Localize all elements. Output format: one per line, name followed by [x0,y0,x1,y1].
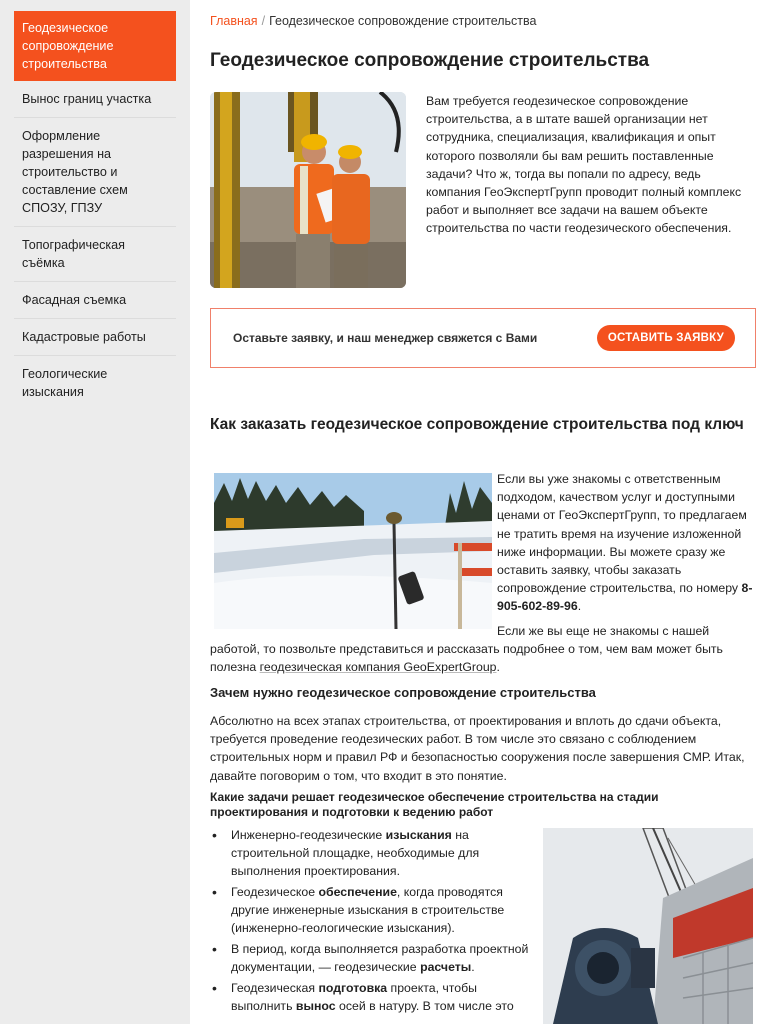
tasks-section-title: Какие задачи решает геодезическое обеспечение строительства на стадии проектирования и подготовки к ведению работ [210,790,659,819]
why-paragraph: Абсолютно на всех этапах строительства, от проектирования и вплоть до сдачи объекта, требуется проведение геодезических работ. В том числе это связано с соблюдением строительных норм и правил РФ и безопасностью сооружения после завершения СМР. Итак, давайте поговорим о том, что входит в это понятие. [210,714,745,783]
sidebar [0,0,190,1024]
sidebar-item-geological-surveys[interactable]: Геологические изыскания [22,367,108,399]
why-section-title: Зачем нужно геодезическое сопровождение строительства [210,685,596,700]
list-item-text: на строительной площадке, необходимые для выполнения проектирования. [231,828,480,878]
order-paragraph-2 [210,622,760,677]
sidebar-item-facade-survey[interactable]: Фасадная съемка [14,282,176,319]
sidebar-item-construction-support[interactable]: Геодезическое сопровождение строительства [14,11,176,81]
leave-request-button[interactable]: ОСТАВИТЬ ЗАЯВКУ [597,325,735,351]
order-paragraph-2-line1: Если же вы еще не знакомы с нашей [497,624,710,638]
breadcrumb [210,14,536,28]
callback-request-text: Оставьте заявку, и наш менеджер свяжется с Вами [233,331,538,345]
sidebar-item-cadastral-works[interactable]: Кадастровые работы [14,319,176,356]
list-item-text: Геодезическое [231,885,319,899]
phone-number[interactable]: 8-905-602-89-96 [497,581,753,614]
order-paragraph-2-rest: работой, то позвольте представиться и рассказать подробнее о том, чем вам может быть полезна [210,642,723,675]
list-item-text: Инженерно-геодезические [231,828,386,842]
total-station-image [543,828,753,1024]
tasks-list [210,826,530,1018]
sidebar-item-building-permit[interactable]: Оформление разрешения на строительство и составление схем СПОЗУ, ГПЗУ [14,118,176,227]
breadcrumb-current: Геодезическое сопровождение строительства [269,14,537,28]
list-item-text: проекта, чтобы выполнить [231,981,478,1013]
list-item-text: Геодезическая [231,981,319,995]
sidebar-item-topographic-survey[interactable]: Топографическая съёмка [14,227,176,282]
order-section-title: Как заказать геодезическое сопровождение строительства под ключ [210,416,744,433]
breadcrumb-home-link[interactable]: Главная [210,14,258,28]
list-item-bold: расчеты [420,960,472,974]
list-item [210,979,530,1015]
company-link[interactable]: геодезическая компания GeoExpertGroup [259,660,497,675]
list-item-bold: обеспечение [318,885,397,899]
engineers-image [210,92,406,288]
list-item-text: осей в натуру. В том числе это [335,999,514,1013]
list-item-bold: вынос [295,999,336,1013]
list-item [210,826,530,880]
main-content [190,0,779,1024]
list-item-text: , когда проводятся другие инженерные изыскания в строительстве (инженерно-геологические изыскания). [231,885,505,935]
order-paragraph-1 [497,470,757,616]
order-paragraph-1-end: . [577,599,582,614]
breadcrumb-separator: / [261,14,266,28]
order-paragraph-2-end: . [496,660,500,675]
list-item-text: . [471,960,475,974]
list-item [210,883,530,937]
order-paragraph-1-text: Если вы уже знакомы с ответственным подходом, качеством услуг и доступными ценами от ГеоЭкспертГрупп, то предлагаем не тратить время на изучение изложенной ниже информации. Вы можете сразу же оставить заявку, чтобы заказать сопровождение строительства, по номеру [497,472,747,596]
list-item-bold: изыскания [385,828,452,842]
snow-survey-image [214,473,492,629]
list-item [210,940,530,976]
callback-request-box [210,308,756,368]
intro-paragraph: Вам требуется геодезическое сопровождение строительства, а в штате вашей организации нет сотрудника, специализация, квалификация и опыт которого позволяли бы вам решить поставленные задачи? Что ж, тогда вы попали по адресу, ведь компания ГеоЭкспертГрупп проводит полный комплекс работ и выполняет все задачи на вашем объекте строительства по части геодезического обеспечения. [426,94,742,236]
list-item-text: В период, когда выполняется разработка проектной документации, — геодезические [231,942,529,974]
list-item-bold: подготовка [318,981,388,995]
sidebar-item-boundary-staking[interactable]: Вынос границ участка [14,81,176,118]
page-title: Геодезическое сопровождение строительства [210,50,650,71]
